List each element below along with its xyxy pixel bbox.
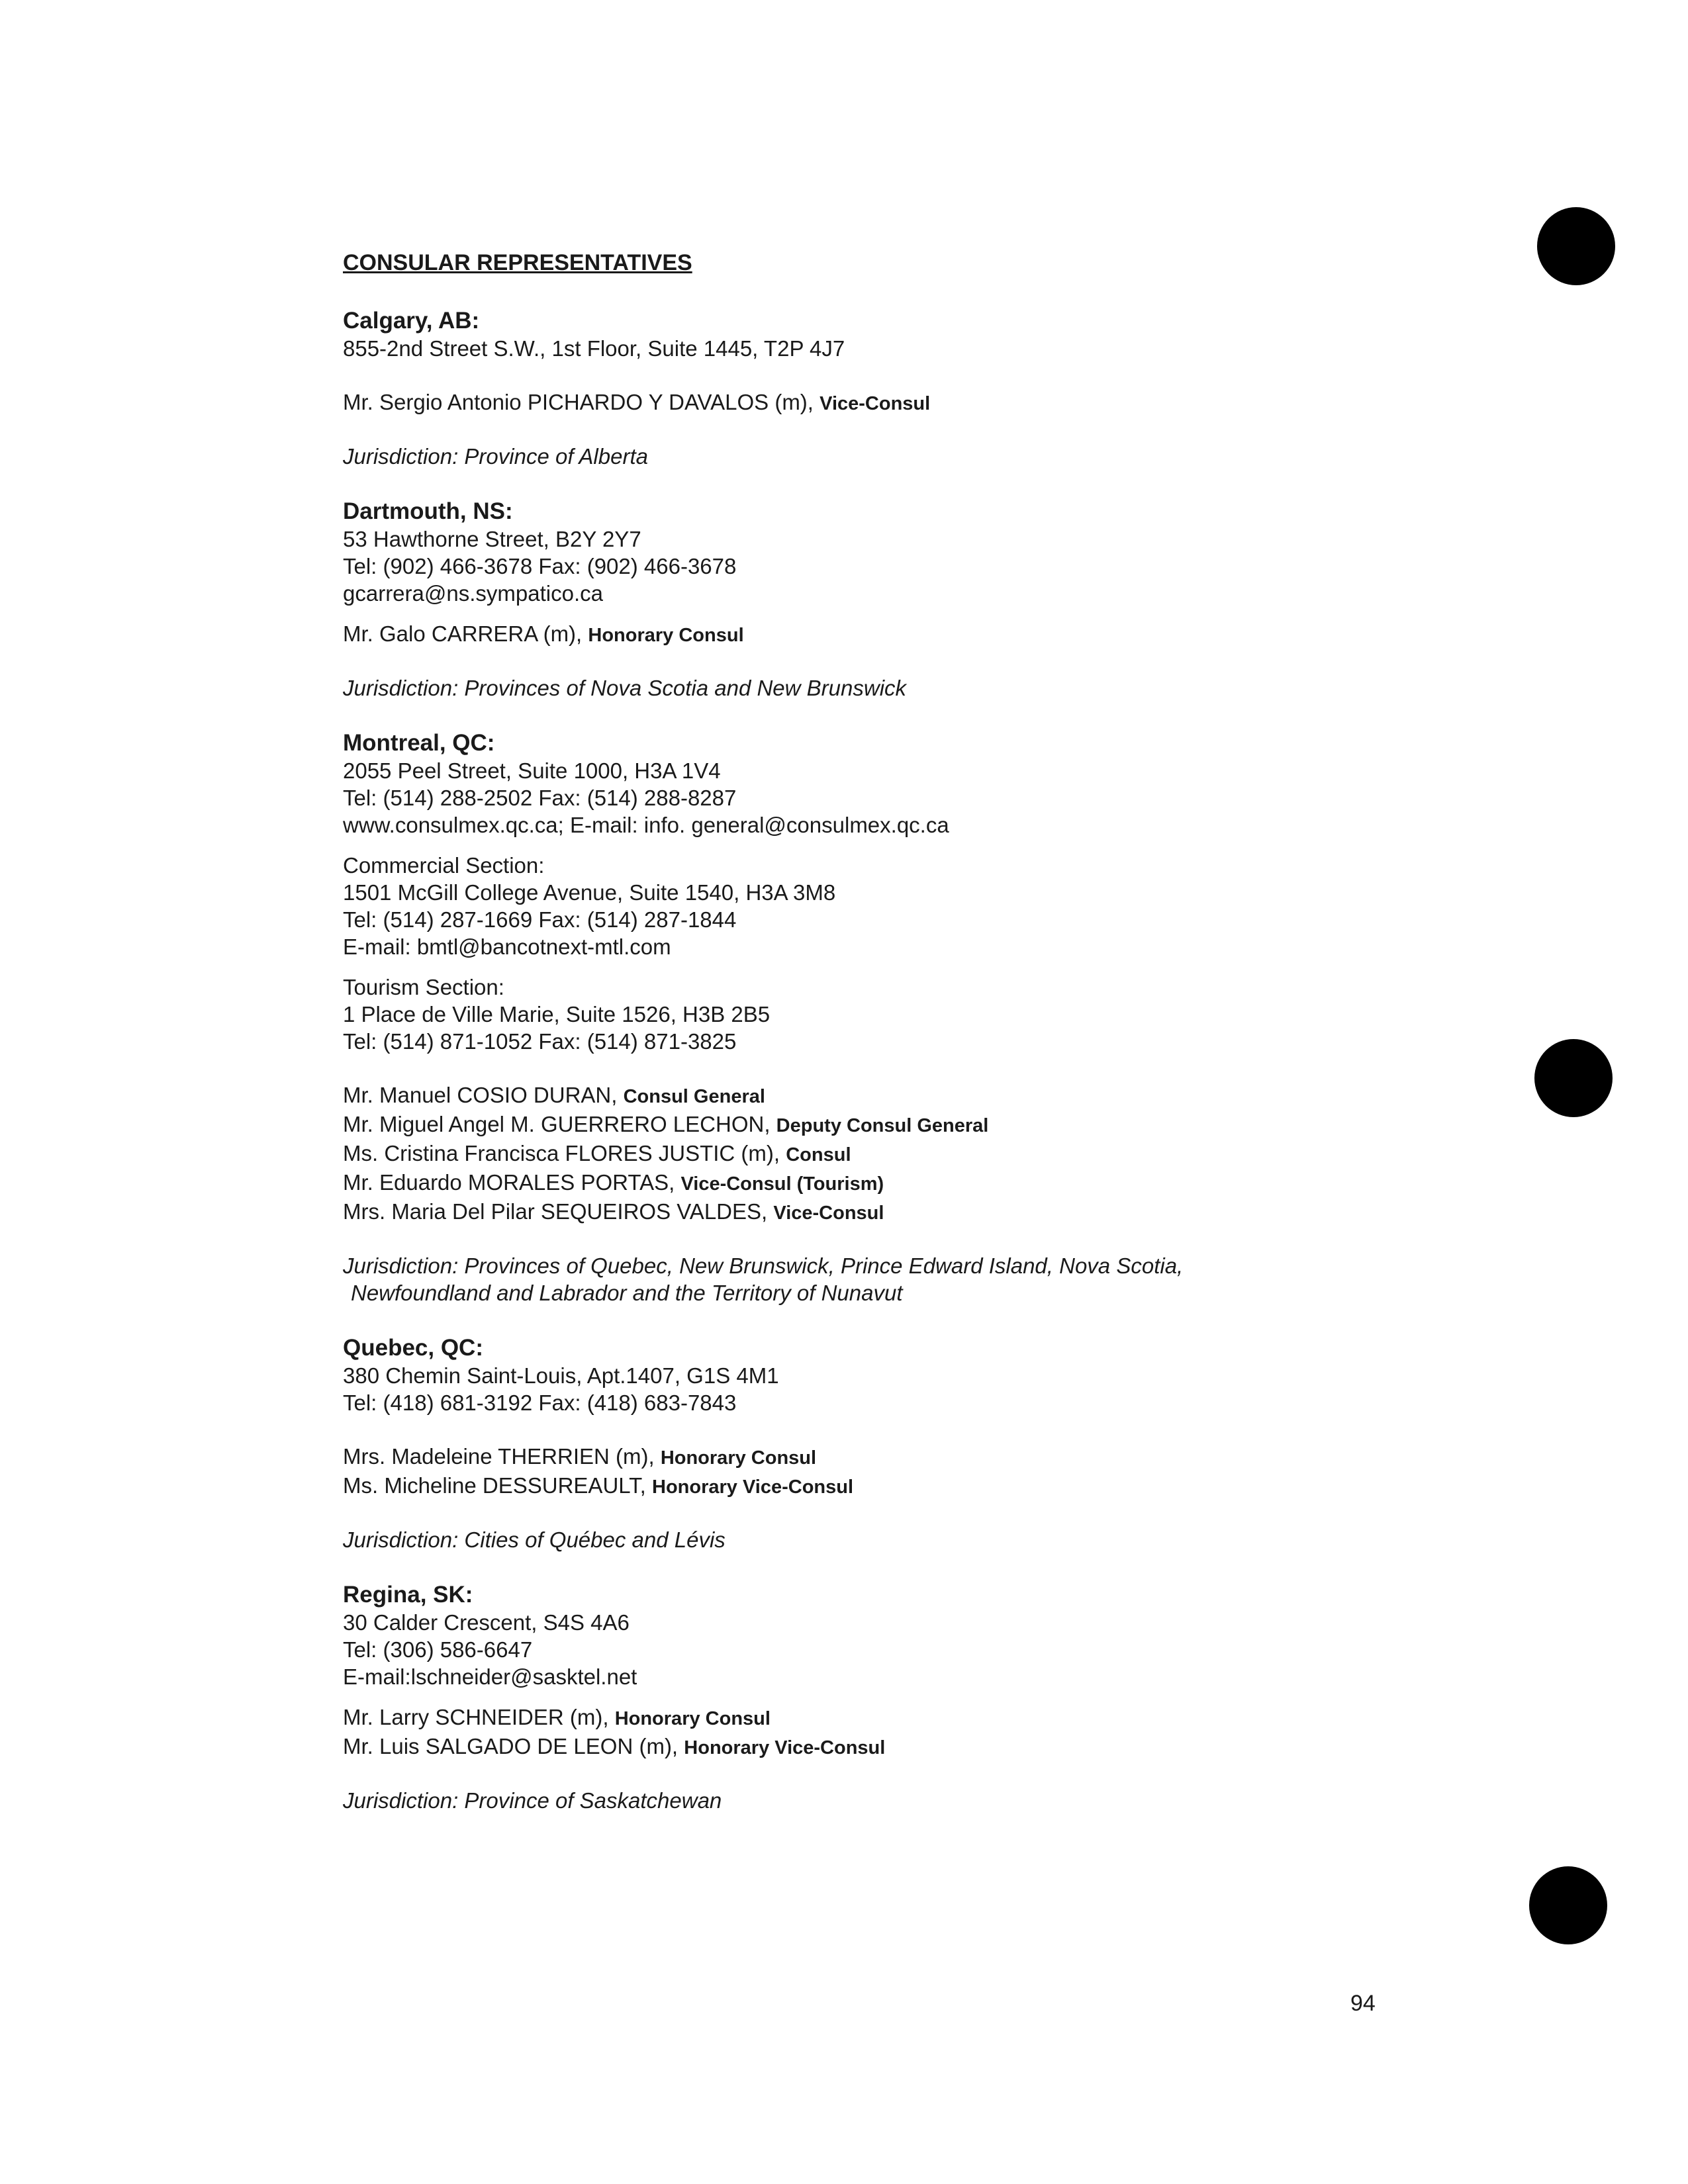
section-heading: CONSULAR REPRESENTATIVES xyxy=(343,250,692,275)
representative xyxy=(343,1198,1534,1227)
representatives-list xyxy=(343,1704,1534,1762)
person-role: Vice-Consul xyxy=(773,1203,884,1224)
punch-hole-top xyxy=(1537,207,1615,285)
person-name: Mr. Manuel COSIO DURAN, xyxy=(343,1083,624,1107)
person-role: Honorary Consul xyxy=(660,1447,817,1469)
email: gcarrera@ns.sympatico.ca xyxy=(343,581,603,606)
entry-montreal xyxy=(343,729,1534,1306)
city-heading: Montreal, QC: xyxy=(343,730,495,756)
jurisdiction-line: Newfoundland and Labrador and the Territory of Nunavut xyxy=(351,1281,903,1305)
address: 380 Chemin Saint-Louis, Apt.1407, G1S 4M1 xyxy=(343,1363,779,1388)
address: 1 Place de Ville Marie, Suite 1526, H3B 2B5 xyxy=(343,1002,771,1026)
person-role: Deputy Consul General xyxy=(776,1115,989,1136)
commercial-section xyxy=(343,852,1534,960)
representative xyxy=(343,1081,1534,1111)
person-name: Mr. Galo CARRERA (m), xyxy=(343,621,588,646)
representative xyxy=(343,1169,1534,1198)
telephone: Tel: (902) 466-3678 Fax: (902) 466-3678 xyxy=(343,554,737,578)
representative xyxy=(343,1704,1534,1733)
city-heading: Dartmouth, NS: xyxy=(343,498,513,524)
entry-dartmouth xyxy=(343,498,1534,702)
entry-regina xyxy=(343,1581,1534,1814)
jurisdiction-line: Jurisdiction: Provinces of Quebec, New Brunswick, Prince Edward Island, Nova Scotia, xyxy=(343,1253,1184,1278)
telephone: Tel: (418) 681-3192 Fax: (418) 683-7843 xyxy=(343,1390,737,1415)
representative xyxy=(343,388,1534,418)
person-role: Consul xyxy=(786,1144,851,1165)
jurisdiction: Jurisdiction: Cities of Québec and Lévis xyxy=(343,1527,726,1552)
address: 1501 McGill College Avenue, Suite 1540, H3A 3M8 xyxy=(343,880,836,905)
representative xyxy=(343,1733,1534,1762)
email: E-mail: bmtl@bancotnext-mtl.com xyxy=(343,934,671,959)
person-role: Vice-Consul xyxy=(820,393,931,414)
city-heading: Quebec, QC: xyxy=(343,1335,483,1361)
website-email: www.consulmex.qc.ca; E-mail: info. general@consulmex.qc.ca xyxy=(343,813,949,837)
person-name: Mrs. Madeleine THERRIEN (m), xyxy=(343,1444,661,1469)
person-role: Vice-Consul (Tourism) xyxy=(680,1173,884,1195)
tourism-section xyxy=(343,974,1534,1055)
jurisdiction xyxy=(343,1252,1534,1306)
person-role: Honorary Vice-Consul xyxy=(652,1477,854,1498)
punch-hole-bottom xyxy=(1529,1866,1607,1944)
jurisdiction: Jurisdiction: Province of Alberta xyxy=(343,444,648,469)
person-name: Mrs. Maria Del Pilar SEQUEIROS VALDES, xyxy=(343,1199,774,1224)
person-name: Ms. Cristina Francisca FLORES JUSTIC (m), xyxy=(343,1141,786,1165)
representative xyxy=(343,1111,1534,1140)
telephone: Tel: (514) 287-1669 Fax: (514) 287-1844 xyxy=(343,907,737,932)
person-role: Honorary Vice-Consul xyxy=(684,1737,886,1758)
jurisdiction: Jurisdiction: Province of Saskatchewan xyxy=(343,1788,722,1813)
telephone: Tel: (514) 288-2502 Fax: (514) 288-8287 xyxy=(343,786,737,810)
person-role: Honorary Consul xyxy=(588,625,744,646)
person-name: Mr. Larry SCHNEIDER (m), xyxy=(343,1705,615,1729)
jurisdiction: Jurisdiction: Provinces of Nova Scotia and New Brunswick xyxy=(343,676,907,700)
person-name: Mr. Miguel Angel M. GUERRERO LECHON, xyxy=(343,1112,776,1136)
representative xyxy=(343,620,1534,649)
person-role: Consul General xyxy=(623,1086,765,1107)
email: E-mail:lschneider@sasktel.net xyxy=(343,1664,637,1689)
page-number: 94 xyxy=(1350,1991,1376,2016)
subsection-label: Tourism Section: xyxy=(343,975,504,999)
city-heading: Calgary, AB: xyxy=(343,308,480,334)
entry-calgary xyxy=(343,307,1534,470)
person-name: Mr. Eduardo MORALES PORTAS, xyxy=(343,1170,681,1195)
entry-quebec xyxy=(343,1334,1534,1553)
address: 855-2nd Street S.W., 1st Floor, Suite 1445, T2P 4J7 xyxy=(343,336,845,361)
address: 30 Calder Crescent, S4S 4A6 xyxy=(343,1610,630,1635)
telephone: Tel: (514) 871-1052 Fax: (514) 871-3825 xyxy=(343,1029,737,1054)
representative xyxy=(343,1472,1534,1501)
subsection-label: Commercial Section: xyxy=(343,853,545,878)
address: 2055 Peel Street, Suite 1000, H3A 1V4 xyxy=(343,758,721,783)
representatives-list xyxy=(343,1081,1534,1227)
person-name: Mr. Luis SALGADO DE LEON (m), xyxy=(343,1734,684,1758)
person-name: Ms. Micheline DESSUREAULT, xyxy=(343,1473,653,1498)
person-name: Mr. Sergio Antonio PICHARDO Y DAVALOS (m), xyxy=(343,390,820,414)
document-content xyxy=(343,250,1534,1842)
address: 53 Hawthorne Street, B2Y 2Y7 xyxy=(343,527,641,551)
representative xyxy=(343,1443,1534,1472)
punch-hole-middle xyxy=(1534,1039,1613,1117)
city-heading: Regina, SK: xyxy=(343,1582,473,1608)
representative xyxy=(343,1140,1534,1169)
telephone: Tel: (306) 586-6647 xyxy=(343,1637,533,1662)
person-role: Honorary Consul xyxy=(614,1708,771,1729)
representatives-list xyxy=(343,1443,1534,1501)
